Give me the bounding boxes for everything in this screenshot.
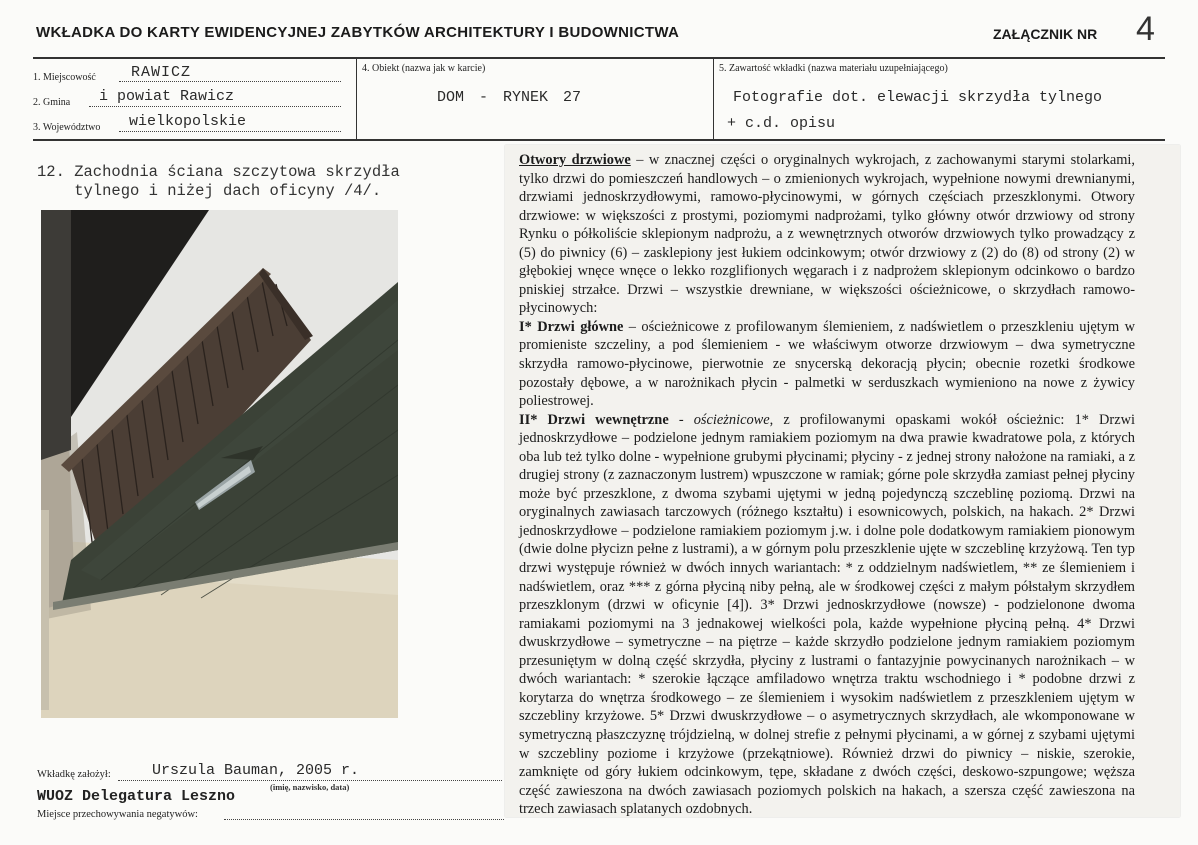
annex-label: ZAŁĄCZNIK NR [993,26,1098,42]
place-value: RAWICZ [131,64,192,81]
voivodeship-value: wielkopolskie [129,113,247,130]
location-block [33,62,351,138]
contents-line-2: + c.d. opisu [727,115,836,132]
interior-doors-italic: ościeżnicowe [693,411,770,428]
form-title: WKŁADKA DO KARTY EWIDENCYJNEJ ZABYTKÓW ARCHITEKTURY I BUDOWNICTWA [36,24,680,41]
photo-caption: 12. Zachodnia ściana szczytowa skrzydła tylnego i niżej dach oficyny /4/. [37,163,400,200]
author-hint: (imię, nazwisko, data) [270,782,350,792]
contents-line-1: Fotografie dot. elewacji skrzydła tylnego [733,89,1103,106]
object-label: 4. Obiekt (nazwa jak w karcie) [362,63,486,74]
heading-main-door: I* Drzwi główne [519,318,624,335]
description-text [519,151,1135,819]
annex-number: 4 [1136,10,1155,48]
gable-roof-photo [41,210,398,718]
negatives-label: Miejsce przechowywania negatywów: [37,809,198,820]
place-dots [119,81,341,82]
heading-door-openings: Otwory drzwiowe [519,152,631,168]
commune-value: i powiat Rawicz [99,88,235,105]
text-door-openings: – w znacznej części o oryginalnych wykrojach, z zachowanymi starymi stolarkami, tylko drzwi do pomieszczeń handlowych – o zmienionych wykrojach, wypełnione nowymi drewnianymi, drzwiami jednoskrzydłowymi, ramowo-płycinowymi, w górnych częściach przeszklonymi. Otwory drzwiowe: w większości z prostymi, poziomymi nadprożami, tylko główny otwór drzwiowy od strony Rynku o półkoliście sklepionym nadprożu, a z wewnętrznych otworów drzwiowych tylko prowadzący z (5) do piwnicy (6) – zasklepiony jest łukiem odcinkowym; otwór drzwiowy z (2) do (8) od strony (2) w głębokiej wnęce wnęce o lekko rozglifionych węgarach i z nadprożem sklepionym odcinkowo o bardzo pniskiej strzałce. Drzwi – wszystkie drewniane, w większości ościeżnicowe, o skrzydłach ramowo-płycinowych: [519,152,1135,317]
top-rule [33,57,1165,59]
institution-stamp: WUOZ Delegatura Leszno [37,788,236,805]
author-value: Urszula Bauman, 2005 r. [152,762,360,779]
place-label: 1. Miejscowość [33,72,96,83]
form-rule-bottom [33,139,1165,141]
building-photo [41,210,398,718]
text-main-door: – ościeżnicowe z profilowanym ślemieniem, z nadświetlem o przeszkleniu ujętym w promieniste szczeliny, a pod ślemieniem - we właściwym otworze drzwiowym – dwa symetryczne skrzydła ramowo-płycinowe, pierwotnie ze snycerską dekoracją płycin; obecnie rozetki środkowe pozostały dębowe, a w narożnikach płycin - palmetki w serduszkach wymieniono na nowe z żywicy poliestrowej. [519,318,1135,410]
voivodeship-label: 3. Województwo [33,122,101,133]
author-dots [118,780,502,781]
negatives-dots [224,819,504,820]
column-divider-1 [356,57,357,140]
contents-label: 5. Zawartość wkładki (nazwa materiału uzupełniającego) [719,63,948,74]
voivodeship-dots [119,131,341,132]
column-divider-2 [713,57,714,140]
object-value: DOM - RYNEK 27 [437,89,582,106]
paragraph-main-door [519,318,1135,411]
text-interior-doors-sep: - [668,411,694,428]
text-interior-doors: , z profilowanymi opaskami wokół ościeżnic: 1* Drzwi jednoskrzydłowe – podzielone jednym ramiakiem poziomym na dwa prawie kwadratowe pola, z których oba lub też tylko dolne - wypełnione grubymi płycinami; płyciny - z jednej strony nałożone na ramiaki, a z drugiej strony (z zaznaczonym lustrem) wpuszczone w ramiak; górne pole skrzydła zamiast pełnej płyciny może być przeszklone, z dwoma szybami ujętymi w jedną pojedynczą szczeblinę poziomą. Drzwi na oryginalnych zawiasach tarczowych (różnego kształtu) i esownicowych, polskich, na hakach. 2* Drzwi jednoskrzydłowe – podzielone ramiakiem poziomym j.w. i dolne pole dodatkowym ramiakiem pionowym (dwie dolne płycizn pełne z lustrami), a w górnym polu przeszklenie ujęte w szczeblinę krzyżową. Ten typ drzwi występuje również w dwóch innych wariantach: * z oddzielnym nadświetlem, ** ze ślemieniem i nadświetlem, oraz *** z górna płyciną niby pełną, ale w środkowej części z małym półstałym skrzydłem przeszklonym (drzwi w oficynie [4]). 3* Drzwi jednoskrzydłowe (nowsze) - podzielonone dwoma ramiakami poziomymi na 3 jednakowej wielkości pola, każde wypełnione płyciną pełną. 4* Drzwi dwuskrzydłowe – symetryczne – na piętrze – każde skrzydło podzielone jednym ramiakiem poziomym przesuniętym w dolną część skrzydła, płyciny z lustrami o fantazyjnie powycinanych narożnikach – w dwóch wariantach: * szerokie łączące amfiladowo wnętrza traktu wschodniego i * podobne drzwi z korytarza do wnętrza środkowego – ze ślemieniem i wysokim nadświetlem z przeszkleniem ujętym w szczebliny krzyżowe. 5* Drzwi dwuskrzydłowe – o asymetrycznych skrzydłach, ale wkomponowane w symetryczną płaszczyznę trójdzielną, w dolnej strefie z pełnymi płycinami, a w górnej z szybami ujętymi w szczebliny poziome i krzyżowe (przekątniowe). Również drzwi do piwnicy – niskie, szerokie, zamknięte od góry łukiem odcinkowym, tępe, składane z dwóch części, deskowo-szpungowe; węższa część zawieszona na dwóch zawiasach poziomych polskich na hakach, a szersza część zawieszona na trzech zawiasach splatanych ozdobnych. [519,411,1135,818]
heading-interior-doors: II* Drzwi wewnętrzne [519,411,669,428]
author-label: Wkładkę założył: [37,769,111,780]
commune-label: 2. Gmina [33,97,71,108]
paragraph-door-openings [519,151,1135,318]
commune-dots [89,106,341,107]
paragraph-interior-doors [519,411,1135,819]
